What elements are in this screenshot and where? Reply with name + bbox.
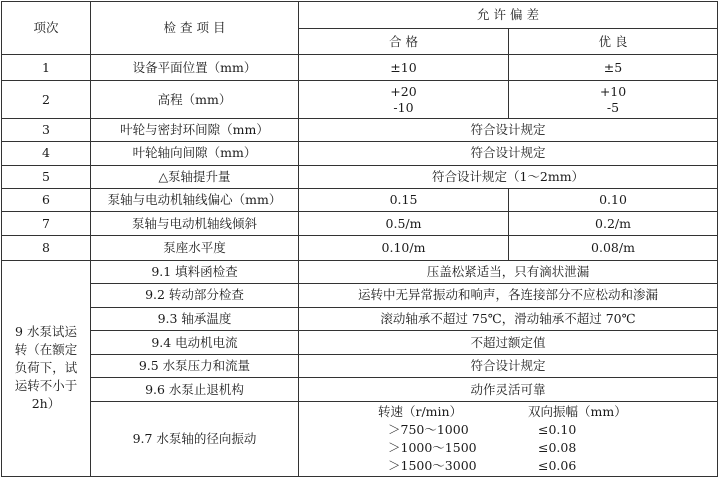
amplitude-limit: ≤0.10 — [538, 422, 577, 438]
requirement-cell: 符合设计规定（1～2mm） — [299, 165, 718, 188]
requirement-cell: 不超过额定值 — [299, 330, 718, 354]
item-no-cell: 5 — [2, 165, 91, 188]
table-row — [2, 81, 718, 118]
check-item-cell: 泵轴与电动机轴线偏心（mm） — [91, 189, 299, 212]
requirement-cell: 动作灵活可靠 — [299, 378, 718, 402]
amplitude-limit: ≤0.06 — [538, 458, 577, 474]
item-no-cell: 3 — [2, 118, 91, 141]
vibration-entry — [368, 457, 648, 475]
table-row — [2, 236, 718, 260]
item-no-cell: 1 — [2, 55, 91, 81]
table-row — [2, 402, 718, 477]
check-item-cell: 设备平面位置（mm） — [91, 55, 299, 81]
pass-value-cell: ±10 — [299, 55, 509, 81]
table-row — [2, 307, 718, 330]
good-value-cell: 0.10 — [509, 189, 718, 212]
item-no-cell: 8 — [2, 236, 91, 260]
item-no-cell: 7 — [2, 212, 91, 236]
good-value-cell: ±5 — [509, 55, 718, 81]
header-row-1 — [2, 2, 718, 29]
requirement-cell: 滚动轴承不超过 75℃，滑动轴承不超过 70℃ — [299, 307, 718, 330]
check-item-cell: 高程（mm） — [91, 81, 299, 118]
header-item-no: 项次 — [2, 2, 91, 55]
item-no-cell: 4 — [2, 141, 91, 165]
good-lower-value: -5 — [606, 99, 620, 115]
header-pass: 合 格 — [299, 29, 509, 55]
pump-installation-tolerance-table — [1, 1, 718, 477]
requirement-cell: 符合设计规定 — [299, 118, 718, 141]
table-row — [2, 55, 718, 81]
table-row — [2, 283, 718, 307]
check-item-cell: 9.2 转动部分检查 — [91, 283, 299, 307]
good-upper-value: +10 — [599, 83, 627, 99]
check-item-cell: 9.6 水泵止退机构 — [91, 378, 299, 402]
vibration-entry — [368, 421, 648, 439]
amplitude-header: 双向振幅（mm） — [528, 404, 627, 420]
item-no-cell: 2 — [2, 81, 91, 118]
table-row — [2, 260, 718, 283]
vibration-requirement-cell — [299, 402, 718, 477]
check-item-cell: 9.4 电动机电流 — [91, 330, 299, 354]
header-tolerance: 允 许 偏 差 — [299, 2, 718, 29]
good-value-cell: 0.08/m — [509, 236, 718, 260]
requirement-cell: 符合设计规定 — [299, 141, 718, 165]
speed-header: 转速（r/min） — [378, 404, 463, 420]
table-row — [2, 355, 718, 378]
requirement-cell: 运转中无异常振动和响声，各连接部分不应松动和渗漏 — [299, 283, 718, 307]
pass-upper-value: +20 — [390, 83, 417, 99]
vibration-spec-list — [368, 403, 648, 475]
check-item-cell: 9.5 水泵压力和流量 — [91, 355, 299, 378]
speed-range: ＞750～1000 — [388, 422, 469, 438]
header-good: 优 良 — [509, 29, 718, 55]
speed-range: ＞1500～3000 — [388, 458, 477, 474]
check-item-cell: 9.3 轴承温度 — [91, 307, 299, 330]
speed-range: ＞1000～1500 — [388, 440, 477, 456]
check-item-cell: 泵座水平度 — [91, 236, 299, 260]
pass-value-cell — [299, 81, 509, 118]
check-item-cell: 9.7 水泵轴的径向振动 — [91, 402, 299, 477]
item-no-cell: 6 — [2, 189, 91, 212]
check-item-cell: 9.1 填料函检查 — [91, 260, 299, 283]
pass-value-cell: 0.10/m — [299, 236, 509, 260]
good-value-cell: 0.2/m — [509, 212, 718, 236]
table-row — [2, 165, 718, 188]
vibration-entry — [368, 439, 648, 457]
check-item-cell: 泵轴与电动机轴线倾斜 — [91, 212, 299, 236]
table-row — [2, 212, 718, 236]
amplitude-limit: ≤0.08 — [538, 440, 577, 456]
pass-value-cell: 0.15 — [299, 189, 509, 212]
table-row — [2, 141, 718, 165]
table-row — [2, 118, 718, 141]
group-9-label: 9 水泵试运转（在额定负荷下，试运转不小于2h） — [2, 260, 91, 476]
check-item-cell: △泵轴提升量 — [91, 165, 299, 188]
requirement-cell: 符合设计规定 — [299, 355, 718, 378]
pass-value-cell: 0.5/m — [299, 212, 509, 236]
table-row — [2, 189, 718, 212]
table-row — [2, 330, 718, 354]
check-item-cell: 叶轮与密封环间隙（mm） — [91, 118, 299, 141]
pass-lower-value: -10 — [393, 99, 414, 115]
requirement-cell: 压盖松紧适当，只有滴状泄漏 — [299, 260, 718, 283]
good-value-cell — [509, 81, 718, 118]
vibration-header-row — [368, 403, 648, 421]
check-item-cell: 叶轮轴向间隙（mm） — [91, 141, 299, 165]
header-check-item: 检 查 项 目 — [91, 2, 299, 55]
table-row — [2, 378, 718, 402]
